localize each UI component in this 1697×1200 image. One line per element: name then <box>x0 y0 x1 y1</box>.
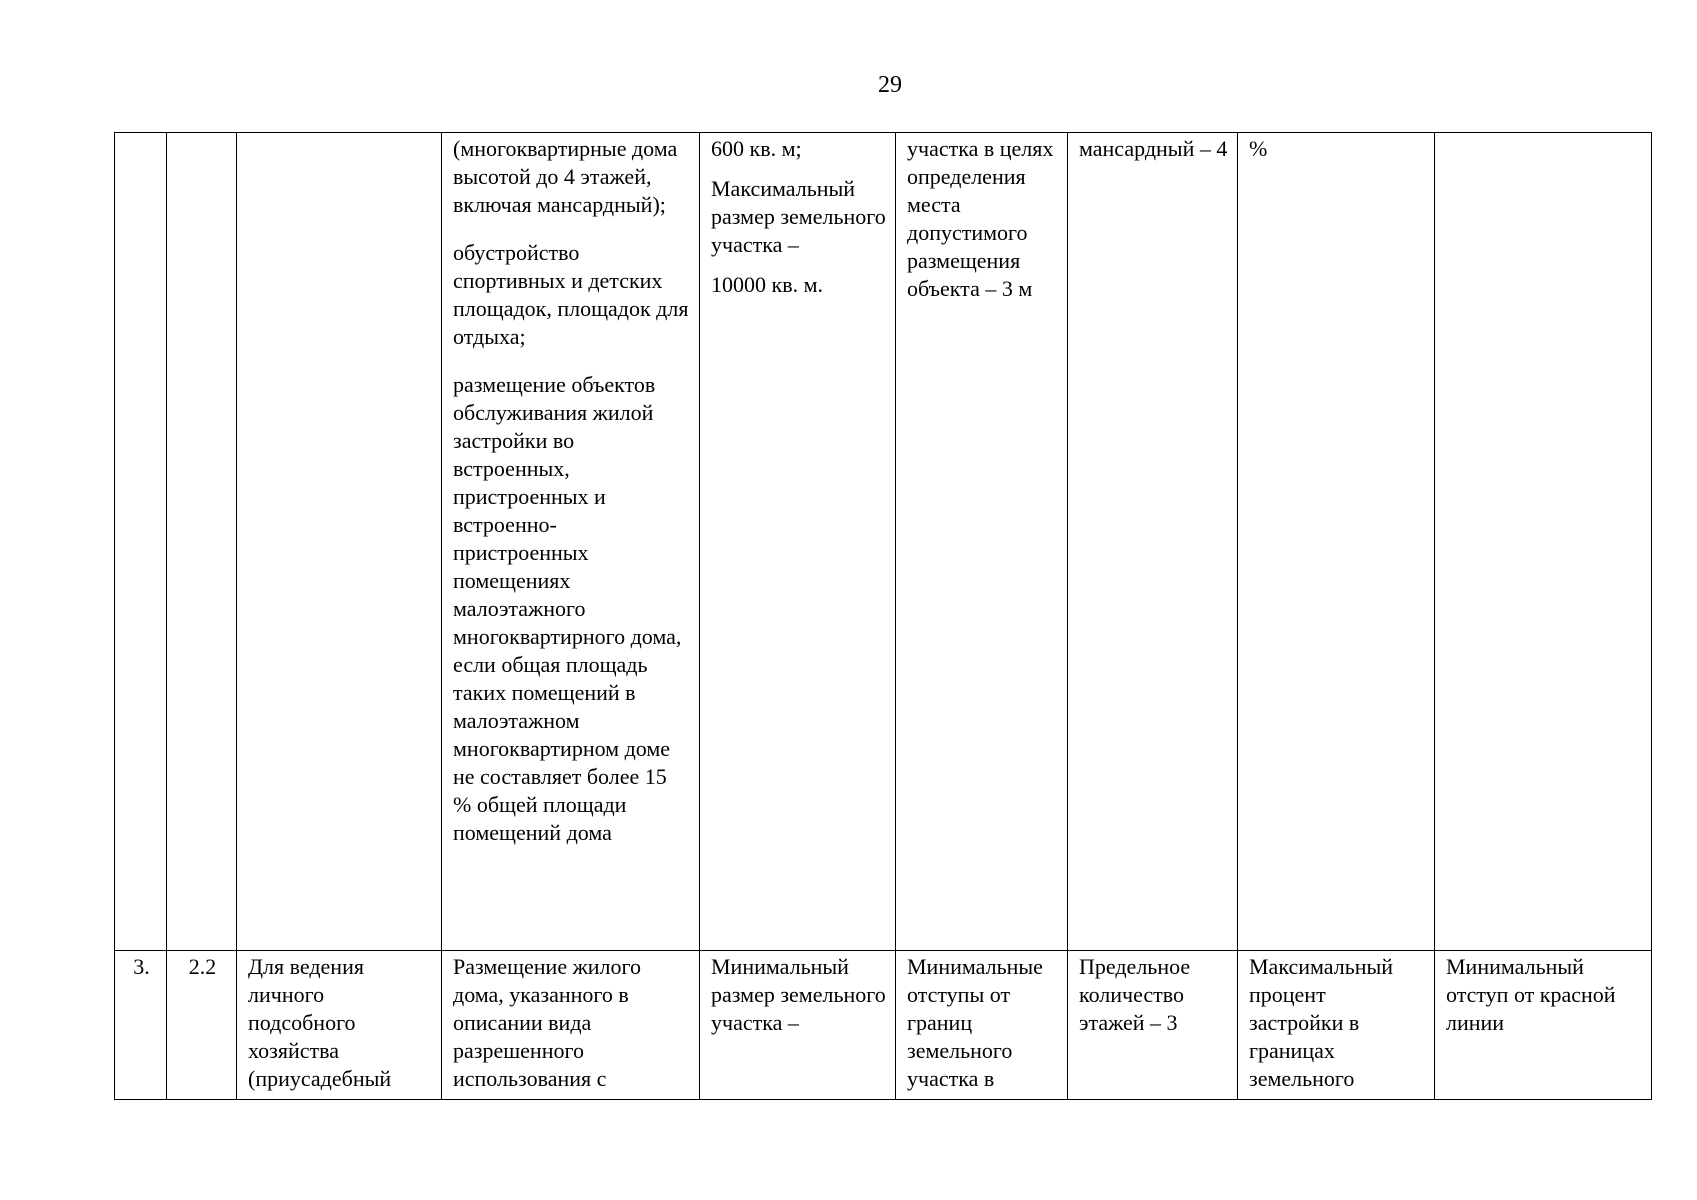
description-paragraph: размещение объектов обслуживания жилой застройки во встроенных, пристроенных и встроенно-пристроенных помещениях малоэтажного многоквартирного дома, если общая площадь таких помещений в малоэтажном многоквартирном доме не составляет более 15 % общей площади помещений дома <box>453 372 682 845</box>
cell-plot-size-continued <box>700 133 896 951</box>
zoning-table <box>114 132 1652 1100</box>
cell-floors-continued: мансардный – 4 <box>1068 133 1238 951</box>
cell-use-description: Размещение жилого дома, указанного в описании вида разрешенного использования с <box>442 951 700 1100</box>
cell-code-continued <box>167 133 237 951</box>
cell-row-number: 3. <box>115 951 167 1100</box>
cell-setbacks-continued: участка в целях определения места допустимого размещения объекта – 3 м <box>896 133 1068 951</box>
cell-use-code: 2.2 <box>167 951 237 1100</box>
cell-number-continued <box>115 133 167 951</box>
description-paragraph: (многоквартирные дома высотой до 4 этажей, включая мансардный); <box>453 136 678 217</box>
cell-coverage-continued: % <box>1238 133 1435 951</box>
plot-size-paragraph: 10000 кв. м. <box>711 272 823 297</box>
cell-description-continued <box>442 133 700 951</box>
table-row-3 <box>115 951 1652 1100</box>
plot-size-paragraph: Максимальный размер земельного участка – <box>711 176 886 257</box>
cell-max-floors: Предельное количество этажей – 3 <box>1068 951 1238 1100</box>
cell-red-line-continued <box>1435 133 1652 951</box>
plot-size-paragraph: 600 кв. м; <box>711 136 802 161</box>
cell-use-name: Для ведения личного подсобного хозяйства (приусадебный <box>237 951 442 1100</box>
page-number: 29 <box>878 72 902 98</box>
cell-min-plot-size: Минимальный размер земельного участка – <box>700 951 896 1100</box>
description-paragraph: обустройство спортивных и детских площадок, площадок для отдыха; <box>453 240 689 349</box>
table-row-continued <box>115 133 1652 951</box>
cell-max-coverage: Максимальный процент застройки в границах земельного <box>1238 951 1435 1100</box>
cell-min-setbacks: Минимальные отступы от границ земельного участка в <box>896 951 1068 1100</box>
cell-red-line-setback: Минимальный отступ от красной линии <box>1435 951 1652 1100</box>
cell-name-continued <box>237 133 442 951</box>
